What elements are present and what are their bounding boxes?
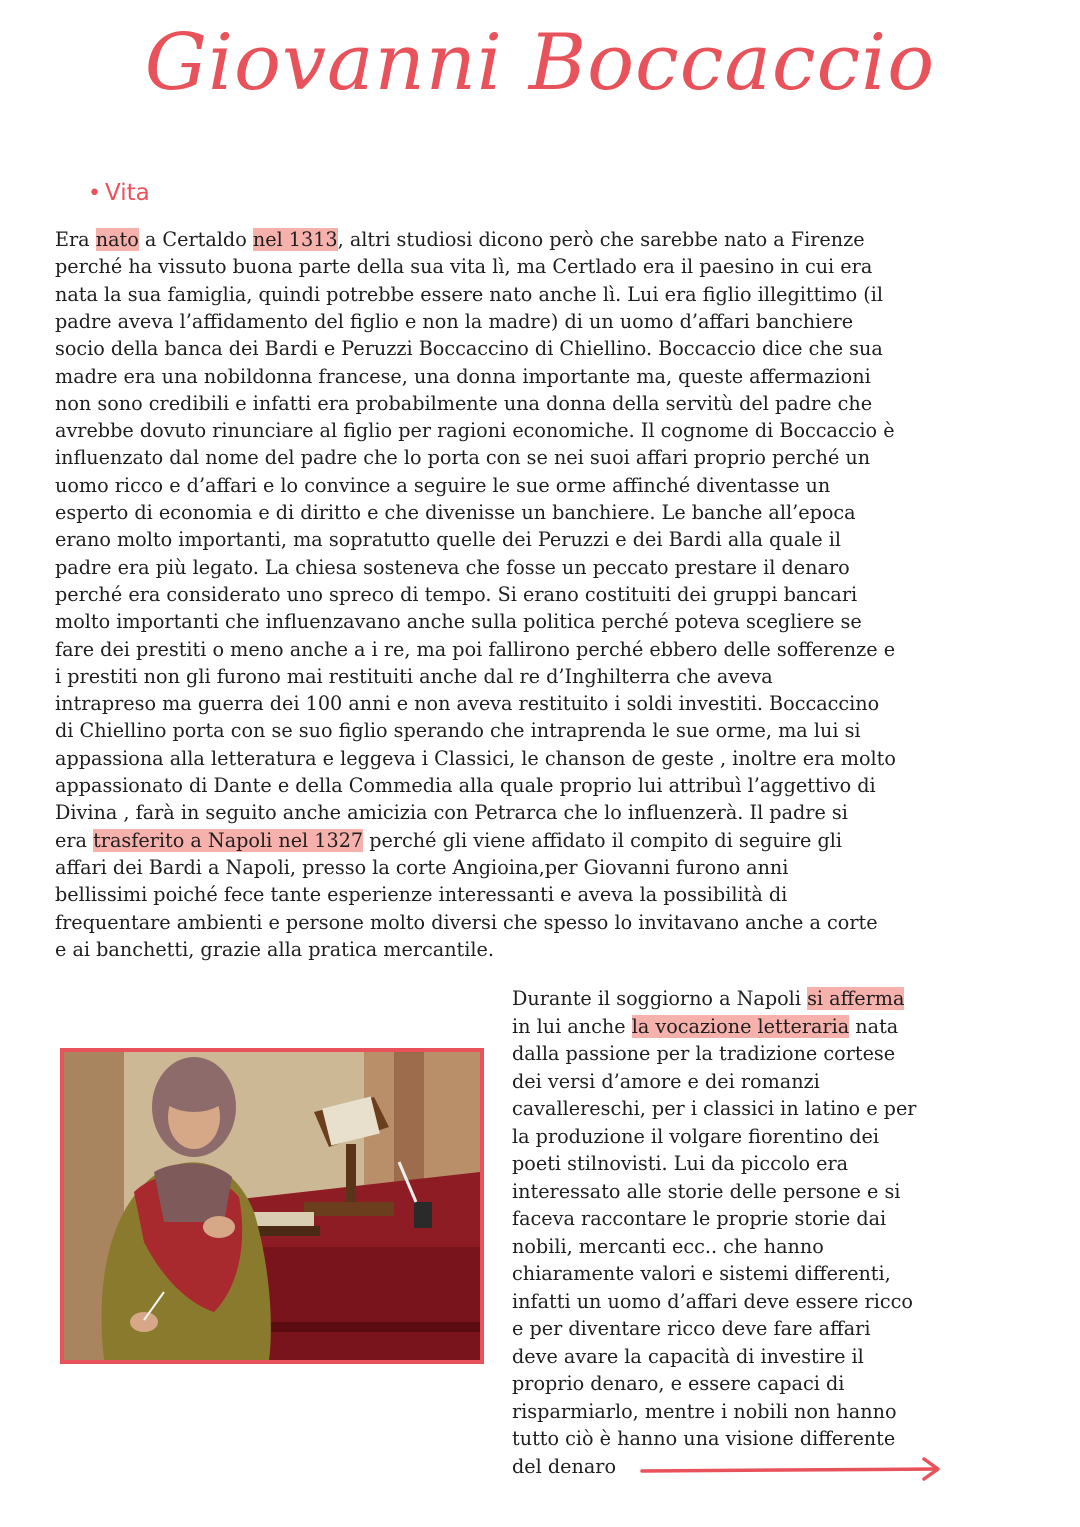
- text-segment: proprio denaro, e essere capaci di: [512, 1372, 845, 1395]
- text-segment: poeti stilnovisti. Lui da piccolo era: [512, 1152, 849, 1175]
- text-segment: uomo ricco e d’affari e lo convince a seguire le sue orme affinché diventasse un: [55, 473, 831, 497]
- text-line: [512, 1425, 895, 1453]
- text-line: [512, 1068, 820, 1096]
- text-segment: e ai banchetti, grazie alla pratica mercantile.: [55, 937, 494, 961]
- text-segment: non sono credibili e infatti era probabilmente una donna della servitù del padre che: [55, 391, 873, 415]
- text-segment: risparmiarlo, mentre i nobili non hanno: [512, 1399, 897, 1423]
- text-line: [512, 1260, 891, 1288]
- text-segment: nobili, mercanti ecc.. che hanno: [512, 1234, 824, 1258]
- text-line: [512, 1315, 870, 1343]
- text-line: [55, 363, 871, 390]
- highlighted-text: la vocazione letteraria: [631, 1014, 850, 1038]
- text-line: [512, 1343, 864, 1371]
- arrow-right-icon: [640, 1456, 946, 1486]
- text-line: [55, 772, 876, 799]
- text-line: [512, 1013, 898, 1041]
- text-segment: la produzione il volgare fiorentino dei: [512, 1124, 880, 1148]
- text-segment: perché gli viene affidato il compito di seguire gli: [363, 828, 843, 852]
- text-segment: era: [55, 828, 94, 852]
- portrait-image: [64, 1052, 480, 1360]
- text-line: [55, 499, 856, 526]
- text-line: [55, 390, 872, 417]
- text-segment: cavallereschi, per i classici in latino e per: [512, 1097, 917, 1120]
- text-segment: madre era una nobildonna francese, una donna importante ma, queste affermazioni: [55, 364, 871, 388]
- section-heading: [88, 180, 150, 206]
- highlighted-text: trasferito a Napoli nel 1327: [93, 828, 364, 852]
- text-segment: padre era più legato. La chiesa sosteneva che fosse un peccato prestare il denaro: [55, 555, 850, 579]
- text-segment: nata: [849, 1014, 899, 1038]
- text-line: [512, 1398, 897, 1426]
- text-line: [512, 985, 904, 1013]
- text-segment: a Certaldo: [138, 228, 253, 251]
- page-title: Giovanni Boccaccio: [144, 18, 936, 108]
- text-line: [512, 1370, 844, 1398]
- text-segment: deve avare la capacità di investire il: [512, 1344, 864, 1368]
- text-line: [55, 444, 870, 471]
- text-line: [512, 1095, 916, 1123]
- text-line: [55, 745, 896, 772]
- bullet-icon: •: [88, 181, 101, 206]
- text-segment: perché era considerato uno spreco di tempo. Si erano costituiti dei gruppi bancari: [55, 582, 858, 606]
- text-line: [55, 636, 895, 663]
- text-segment: in lui anche: [512, 1014, 632, 1038]
- text-line: [55, 335, 883, 362]
- text-line: [55, 472, 830, 499]
- text-line: [512, 1123, 879, 1151]
- text-segment: fare dei prestiti o meno anche a i re, ma poi fallirono perché ebbero delle sofferenze e: [55, 637, 896, 661]
- text-segment: chiaramente valori e sistemi differenti,: [512, 1262, 891, 1285]
- text-segment: Divina , farà in seguito anche amicizia con Petrarca che lo influenzerà. Il padre si: [55, 801, 848, 825]
- text-line: [55, 936, 494, 963]
- text-segment: i prestiti non gli furono mai restituiti anche dal re d’Inghilterra che aveva: [55, 664, 773, 688]
- text-segment: infatti un uomo d’affari deve essere ricco: [512, 1289, 913, 1313]
- text-line: [512, 1288, 913, 1316]
- section-heading-label: Vita: [104, 180, 150, 206]
- text-segment: molto importanti che influenzavano anche sulla politica perché poteva scegliere se: [55, 610, 862, 634]
- text-line: [55, 690, 879, 717]
- text-line: [55, 581, 857, 608]
- text-line: [55, 608, 862, 635]
- text-line: [55, 909, 878, 936]
- text-segment: erano molto importanti, ma sopratutto quelle dei Peruzzi e dei Bardi alla quale il: [55, 528, 842, 552]
- text-line: [55, 881, 787, 908]
- text-line: [512, 1453, 616, 1481]
- text-segment: appassiona alla letteratura e leggeva i Classici, le chanson de geste , inoltre era molto: [55, 746, 896, 770]
- text-line: [55, 717, 861, 744]
- highlighted-text: nato: [95, 228, 139, 251]
- text-segment: e per diventare ricco deve fare affari: [512, 1317, 871, 1340]
- text-segment: perché ha vissuto buona parte della sua vita lì, ma Certlado era il paesino in cui era: [55, 255, 873, 279]
- text-line: [55, 854, 788, 881]
- text-segment: influenzato dal nome del padre che lo porta con se nei suoi affari proprio perché un: [55, 446, 871, 470]
- text-line: [512, 1178, 900, 1206]
- text-segment: socio della banca dei Bardi e Peruzzi Boccaccino di Chiellino. Boccaccio dice che sua: [55, 337, 883, 361]
- text-line: [55, 253, 872, 280]
- highlighted-text: nel 1313: [252, 228, 338, 251]
- text-line: [512, 1205, 886, 1233]
- text-segment: dalla passione per la tradizione cortese: [512, 1042, 896, 1065]
- text-segment: tutto ciò è hanno una visione differente: [512, 1427, 896, 1450]
- text-segment: , altri studiosi dicono però che sarebbe nato a Firenze: [337, 228, 865, 251]
- text-line: [512, 1233, 824, 1261]
- text-segment: esperto di economia e di diritto e che divenisse un banchiere. Le banche all’epoca: [55, 501, 856, 524]
- text-line: [512, 1150, 848, 1178]
- text-line: [512, 1040, 895, 1068]
- text-line: [55, 663, 773, 690]
- text-segment: affari dei Bardi a Napoli, presso la corte Angioina,per Giovanni furono anni: [55, 855, 789, 879]
- text-segment: di Chiellino porta con se suo figlio sperando che intraprenda le sue orme, ma lui si: [55, 719, 861, 743]
- text-line: [55, 226, 865, 253]
- text-line: [55, 308, 853, 335]
- text-line: [55, 799, 848, 826]
- text-line: [55, 526, 841, 553]
- text-segment: Durante il soggiorno a Napoli: [512, 987, 808, 1010]
- text-line: [55, 554, 850, 581]
- text-segment: dei versi d’amore e dei romanzi: [512, 1069, 820, 1093]
- highlighted-text: si afferma: [807, 987, 905, 1010]
- text-segment: padre aveva l’affidamento del figlio e non la madre) di un uomo d’affari banchiere: [55, 309, 854, 333]
- portrait-painting: [60, 1048, 484, 1364]
- text-segment: interessato alle storie delle persone e si: [512, 1179, 901, 1203]
- text-line: [55, 417, 895, 444]
- text-line: [55, 281, 883, 308]
- text-segment: intrapreso ma guerra dei 100 anni e non aveva restituito i soldi investiti. Boccaccino: [55, 692, 880, 716]
- text-segment: nata la sua famiglia, quindi potrebbe essere nato anche lì. Lui era figlio illegittimo (il: [55, 282, 884, 306]
- text-segment: bellissimi poiché fece tante esperienze interessanti e aveva la possibilità di: [55, 883, 788, 907]
- text-segment: faceva raccontare le proprie storie dai: [512, 1207, 887, 1230]
- text-segment: del denaro: [512, 1454, 617, 1478]
- text-segment: frequentare ambienti e persone molto diversi che spesso lo invitavano anche a corte: [55, 910, 878, 934]
- text-segment: avrebbe dovuto rinunciare al figlio per ragioni economiche. Il cognome di Boccaccio è: [55, 419, 895, 443]
- text-segment: appassionato di Dante e della Commedia alla quale proprio lui attribuì l’aggettivo di: [55, 774, 876, 797]
- text-line: [55, 827, 842, 854]
- text-segment: Era: [55, 228, 96, 251]
